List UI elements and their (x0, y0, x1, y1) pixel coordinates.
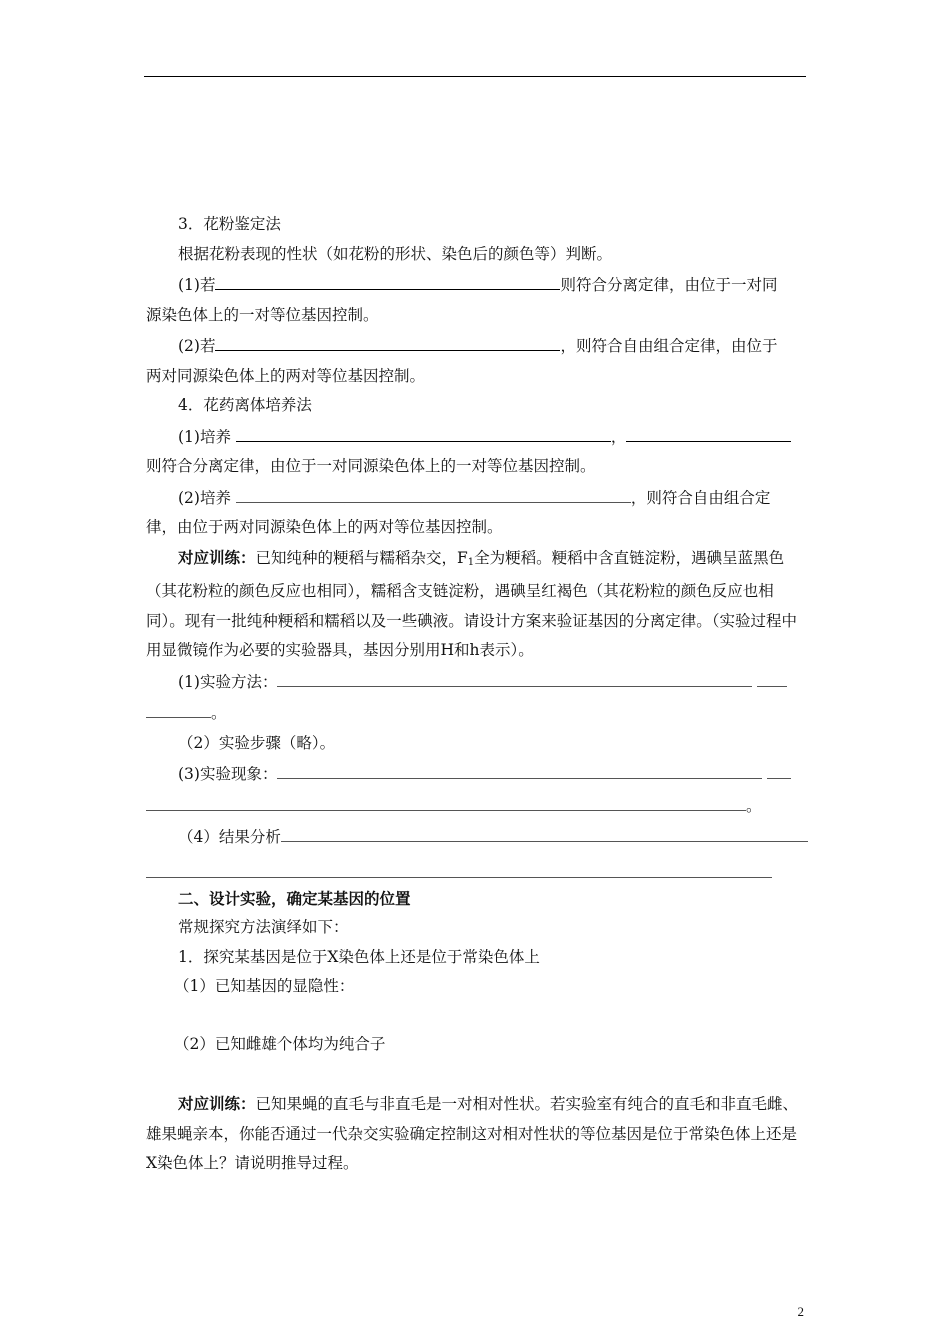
section-4-item-2-cont: 律，由位于两对同源染色体上的两对等位基因控制。 (146, 518, 503, 536)
part-2-heading: 二、设计实验，确定某基因的位置 (178, 888, 411, 908)
section-4-item-2 (146, 482, 808, 514)
training-1-paragraph (146, 543, 808, 666)
question-3-cont (146, 790, 808, 822)
part-2-sub-1-b: （2）已知雌雄个体均为纯合子 (174, 1034, 386, 1053)
item-prefix: (2)若 (178, 337, 216, 355)
item-prefix: (1)若 (178, 276, 216, 294)
item-suffix: ，则符合自由组合定律，由位于 (560, 337, 778, 355)
question-2: （2）实验步骤（略）。 (178, 733, 336, 752)
answer-line[interactable] (146, 857, 772, 878)
answer-blank[interactable] (277, 666, 752, 687)
section-4-title: 4．花药离体培养法 (178, 396, 312, 414)
page-number: 2 (797, 1304, 804, 1319)
section-3-item-2-cont: 两对同源染色体上的两对等位基因控制。 (146, 366, 426, 385)
question-label: （4）结果分析 (178, 828, 281, 846)
answer-blank[interactable] (277, 758, 762, 779)
training-label: 对应训练： (178, 1094, 256, 1113)
item-comma: ， (610, 427, 627, 446)
item-prefix: (1)培养 (178, 427, 231, 446)
training-text-a: 已知纯种的粳稻与糯稻杂交，F (255, 548, 468, 567)
answer-blank[interactable] (767, 758, 791, 779)
section-3-intro: 根据花粉表现的性状（如花粉的形状、染色后的颜色等）判断。 (178, 244, 613, 263)
question-label: (3)实验现象： (178, 765, 278, 783)
section-3-item-2 (146, 330, 808, 362)
answer-blank[interactable] (626, 421, 791, 442)
training-text: 已知果蝇的直毛与非直毛是一对相对性状。若实验室有纯合的直毛和非直毛雌、雄果蝇亲本，你能否通过一代杂交实验确定控制这对相对性状的等位基因是位于常染色体上还是X染色体上？请说明推导过程。 (146, 1095, 799, 1172)
subscript: 1 (467, 556, 475, 568)
answer-blank[interactable] (215, 330, 560, 351)
section-4-item-1-cont: 则符合分离定律，由位于一对同源染色体上的一对等位基因控制。 (146, 457, 596, 475)
document-body (146, 210, 808, 1179)
answer-blank[interactable] (146, 697, 211, 718)
answer-blank[interactable] (236, 482, 631, 503)
header-rule (144, 76, 806, 77)
question-4 (146, 821, 808, 853)
answer-blank[interactable] (215, 269, 560, 290)
answer-blank[interactable] (236, 421, 611, 442)
section-3-item-1 (146, 269, 808, 301)
answer-blank[interactable] (757, 666, 787, 687)
question-1-cont (146, 697, 808, 729)
question-label: (1)实验方法： (178, 672, 278, 691)
training-text-b: 全为粳稻。粳稻中含直链淀粉，遇碘呈蓝黑色（其花粉粒的颜色反应也相同），糯稻含支链淀粉，遇碘呈红褐色（其花粉粒的颜色反应也相同）。现有一批纯种粳稻和糯稻以及一些碘液。请设计方案来验证基因的分离定律。（实验过程中用显微镜作为必要的实验器具，基因分别用H和h表示）。 (146, 548, 798, 659)
period: 。 (746, 796, 762, 815)
answer-blank[interactable] (281, 821, 808, 842)
question-1 (146, 666, 808, 698)
training-2-paragraph (146, 1089, 808, 1179)
answer-blank[interactable] (146, 790, 746, 811)
part-2-sub-1-a: （1）已知基因的显隐性： (174, 977, 355, 995)
section-3-item-1-cont: 源染色体上的一对等位基因控制。 (146, 305, 379, 324)
period: 。 (211, 704, 227, 722)
item-suffix: ，则符合自由组合定 (630, 488, 771, 507)
part-2-intro: 常规探究方法演绎如下： (178, 918, 349, 936)
training-label: 对应训练： (178, 547, 256, 567)
question-3 (146, 758, 808, 790)
item-prefix: (2)培养 (178, 488, 231, 507)
part-2-sub-1: 1．探究某基因是位于X染色体上还是位于常染色体上 (178, 947, 540, 966)
section-3-title: 3．花粉鉴定法 (178, 215, 281, 233)
section-4-item-1 (146, 421, 808, 453)
item-suffix: 则符合分离定律，由位于一对同 (560, 276, 778, 294)
